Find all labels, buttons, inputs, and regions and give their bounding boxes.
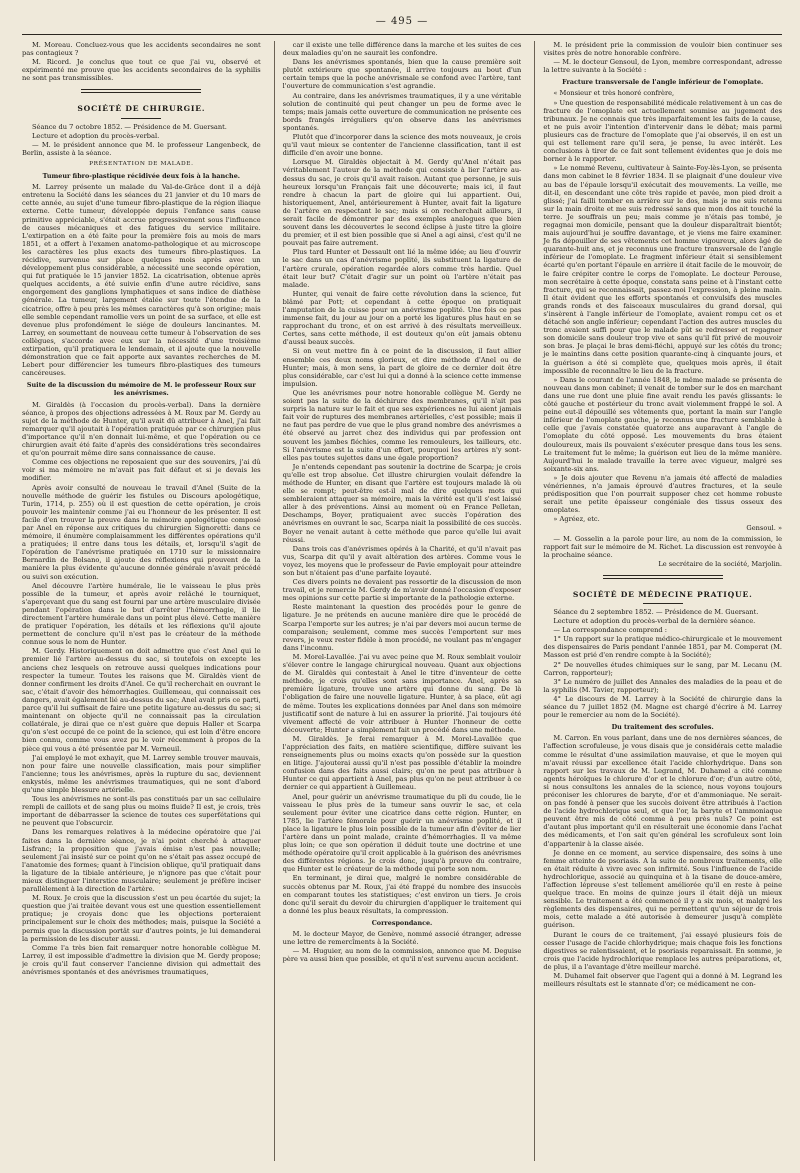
column-2 [274, 41, 522, 1161]
paragraph: » Le nommé Revenu, cultivateur à Sainte-Foy-lès-Lyon, se présenta dans mon cabinet le 8 février 1834. Il se plaignait d'une douleur vive au bas de l'épaule lorsqu'il exécutait des mouvements. La veille, me dit-il, en descendant une côte très rapide et pavée, mon pied droit a glissé; j'ai failli tomber en arrière sur le dos, mais je me suis retenu sur la main droite et me suis redressé sans que mon dos ait touché la terre. Je souffrais un peu; mais comme je n'étais pas tombé, je regagnai mon domicile, pensant que la douleur disparaîtrait bientôt; mais aujourd'hui je souffre davantage, et je viens me faire examiner. Je fis dépouiller de ses vêtements cet homme vigoureux, alors âgé de quarante-huit ans, et je reconnus une fracture transversale de l'angle inférieur de l'omoplate. Le fragment inférieur était si sensiblement écarté qu'en portant l'épaule en arrière il était facile de le mouvoir, de le faire crépiter contre le corps de l'omoplate. Le docteur Perouse, mon secrétaire à cette époque, constata sans peine et à l'instant cette fracture, qui se reconnaissait, passez-moi l'expression, à pleine main. Il était évident que les efforts spontanés et convulsifs des muscles grands ronds et des faisceaux musculaires du grand dorsal, qui s'insèrent à l'angle inférieur de l'omoplate, avaient rompu cet os et détaché son angle inférieur; cependant l'action des autres muscles du tronc avaient suffi pour que le malade pût se redresser et regagner son domicile sans douleur trop vive et sans qu'il fût privé de mouvoir son bras. Je plaçai le bras demi-fléchi, appuyé sur les côtés du tronc; je le maintins dans cette position quarante-cinq à cinquante jours, et la guérison a été si complète que, quelques mois après, il était impossible de reconnaître le lieu de la fracture. [543, 164, 783, 375]
paragraph: Que les anévrismes pour notre honorable collègue M. Gerdy ne soient pas la suite de la déchirure des membranes, qu'il n'ait pas surpris la nature sur le fait et que ses expériences ne lui aient jamais fait voir de ruptures des membranes artérielles, c'est possible; mais il ne faut pas perdre de vue que le plus grand nombre des anévrismes a été observé au jarret chez des individus qui par profession ont souvent les jambes fléchies, comme les remouleurs, les tailleurs, etc. Si l'anévrisme est la suite d'un effort, pourquoi les artères n'y sont-elles pas toutes sujettes dans une égale proportion? [282, 388, 522, 462]
paragraph: 1° Un rapport sur la pratique médico-chirurgicale et le mouvement des dispensaires de Paris pendant l'année 1851, par M. Comperat (M. Masson est prié d'en rendre compte à la Société); [543, 635, 783, 660]
paragraph: M. Morel-Lavallée. J'ai vu avec peine que M. Roux semblait vouloir s'élever contre le langage chirurgical nouveau. Quant aux objections de M. Giraldès qui contestait à Anel le titre d'inventeur de cette méthode, je crois qu'elles sont sans importance. Anel, après sa première ligature, trouve une artère qui donne du sang. De là l'obligation de faire une nouvelle ligature. Hunter, à sa place, eût agi de même. Toutes les explications données par Anel dans son mémoire justificatif sont de nature à lui en assurer la priorité. J'ai toujours été vivement affecté de voir attribuer à Hunter l'honneur de cette découverte; Hunter a simplement fait un procédé dans une méthode. [282, 652, 522, 734]
paragraph: — M. le docteur Gensoul, de Lyon, membre correspondant, adresse la lettre suivante à la Société : [543, 58, 783, 75]
paragraph: Séance du 7 octobre 1852. — Présidence de M. Guersant. [32, 122, 227, 131]
signature: Gensoul. » [746, 524, 783, 533]
paragraph: 3° Le numéro de juillet des Annales des maladies de la peau et de la syphilis (M. Tavier, rapporteur); [543, 677, 783, 694]
paragraph: Reste maintenant la question des procédés pour le genre de ligature. Je ne prétends en aucune manière dire que le procédé de Scarpa l'emporte sur les autres; je n'ai par devers moi aucun terme de comparaison; seulement, comme mes succès l'emportent sur mes revers, je veux rester fidèle à mon procédé, ne voulant pas m'engager dans l'inconnu. [282, 603, 522, 652]
paragraph: Lecture et adoption du procès-verbal de la dernière séance. [553, 617, 756, 626]
paragraph: » Dans le courant de l'année 1848, le même malade se présenta de nouveau dans mon cabinet; il venait de tomber sur le dos en marchant dans une rue dont une pluie fine avait rendu les pavés glissants: le côté gauche et postérieur du tronc avait violemment frappé le sol. A peine eut-il dépouillé ses vêtements que, portant la main sur l'angle inférieur de l'omoplate gauche, je reconnus une fracture semblable à celle que j'avais constatée quatorze ans auparavant à l'angle de l'omoplate du côté opposé. Les mouvements du bras étaient douloureux, mais ils pouvaient s'exécuter presque dans tous les sens. Le traitement fut le même; la guérison eut lieu de la même manière. Aujourd'hui le malade travaille la terre avec vigueur, malgré ses soixante-six ans. [543, 375, 783, 473]
text-columns [22, 41, 782, 1161]
header-rule [22, 34, 782, 35]
paragraph: Plus tard Hunter et Dessault ont lié la même idée; au lieu d'ouvrir le sac dans un cas d'anévrisme poplité, ils substituent la ligature de l'artère crurale, opération regardée alors comme très hardie. Quel était leur but? C'était d'agir sur un point où l'artère n'était pas malade. [282, 248, 522, 289]
subheading: Correspondance. [371, 918, 433, 927]
paragraph: » Agréez, etc. [553, 515, 600, 524]
paragraph: Anel, pour guérir un anévrisme traumatique du pli du coude, lie le vaisseau le plus près de la tumeur sans ouvrir le sac, et cela seulement pour éviter une cicatrice dans cette région. Hunter, en 1785, lie l'artère fémorale pour guérir un anévrisme poplité, et il place la ligature le plus loin possible de la tumeur afin d'éviter de lier l'artère dans un point malade, crainte d'hémorrhagies. Il va même plus loin; ce que son opération il déduit toute une doctrine et une méthode opératoire qu'il croit applicable à la guérison des anévrismes des différentes régions. Je crois donc, jusqu'à preuve du contraire, que Hunter est le créateur de la méthode qui porte son nom. [282, 792, 522, 874]
paragraph: Comme ces objections ne reposaient que sur des souvenirs, j'ai dû voir si ma mémoire ne m'avait pas fait défaut et si je devais les modifier. [22, 458, 261, 483]
column-1 [22, 41, 261, 1161]
column-3 [534, 41, 782, 1161]
section-rule [81, 89, 201, 93]
paragraph: Lorsque M. Giraldès objectait à M. Gerdy qu'Anel n'était pas véritablement l'auteur de la méthode qui consiste à lier l'artère au-dessus du sac, je crois qu'il avait raison. Autant que personne, je suis heureux lorsqu'un Français fait une découverte; mais ici, il faut rendre à chacun la part de gloire qui lui appartient. Oui, historiquement, Anel, antérieurement à Hunter, avait fait la ligature de l'artère en respectant le sac; mais si on recherchait ailleurs, il serait facile de démontrer par des exemples analogues que bien souvent dans les découvertes le second éclipse à juste titre la gloire du premier, et il est bien possible que si Anel a agi ainsi, c'est qu'il ne pouvait pas faire autrement. [282, 158, 522, 248]
paragraph: Dans les remarques relatives à la médecine opératoire que j'ai faites dans la dernière séance, je n'ai point cherché à attaquer Lisfranc; la proposition que j'avais émise n'est pas nouvelle; seulement j'ai insisté sur ce point qu'on ne s'était pas assez occupé de l'anatomie des formes; quant à l'incision oblique, qu'il pratiquait dans la ligature de la tibiale antérieure, je n'ignore pas que c'était pour mieux distinguer l'interstice musculaire; seulement je préfère inciser parallèlement à la direction de l'artère. [22, 828, 261, 894]
paragraph: Dans trois cas d'anévrismes opérés à la Charité, et qu'il n'avait pas vus, Scarpa dit qu'il y avait altération des artères. Comme vous le voyez, les moyens que le professeur de Pavie employait pour atteindre son but n'étaient pas d'une parfaite loyauté. [282, 544, 522, 577]
paragraph: Ces divers points ne devaient pas ressortir de la discussion de mon travail, et je remercie M. Gerdy de m'avoir donné l'occasion d'exposer mes opinions sur cette partie si importante de la pathologie externe. [282, 578, 522, 603]
paragraph: M. le docteur Mayor, de Genève, nommé associé étranger, adresse une lettre de remercîments à la Société. [282, 930, 522, 947]
paragraph: Séance du 2 septembre 1852. — Présidence de M. Guersant. [553, 608, 759, 616]
paragraph: En terminant, je dirai que, malgré le nombre considérable de succès obtenus par M. Roux, j'ai été frappé du nombre des insuccès en comparant toutes les statistiques; c'est environ un tiers. Je crois donc qu'il serait du devoir du chirurgien d'appliquer le traitement qui a donné les plus beaux résultats, la compression. [282, 874, 522, 915]
paragraph: Dans les anévrismes spontanés, bien que la cause première soit plutôt extérieure que spontanée, il arrive toujours au bout d'un certain temps que la poche anévrismale se confond avec l'artère, tant l'ouverture de communication s'est agrandie. [282, 58, 522, 91]
paragraph: M. Giraldès (à l'occasion du procès-verbal). Dans la dernière séance, à propos des objections adressées à M. Roux par M. Gerdy au sujet de la méthode de Hunter, qu'il avait dû attribuer à Anel, j'ai fait remarquer qu'il ajoutait à l'opération pratiquée par ce chirurgien plus d'importance qu'il n'en donnait lui-même, et que l'opération ou ce chirurgien avait été faite d'après des considérations très secondaires et qu'on pourrait même dire sans connaissance de cause. [22, 400, 261, 458]
paragraph: Tous les anévrismes ne sont-ils pas constitués par un sac cellulaire rempli de caillots et de sang plus ou moins fluide? Il est, je crois, très important de débarrasser la science de toutes ces superfétations qui ne peuvent que l'obscurcir. [22, 795, 261, 828]
paragraph: M. Duhamel fait observer que l'agent qui a donné à M. Legrand les meilleurs résultats est le stannate d'or; ce médicament ne con- [543, 972, 783, 989]
page-number: — 495 — [375, 16, 429, 27]
paragraph: Je donne en ce moment, au service dispensaire, des soins à une femme atteinte de psoriasis. A la suite de nombreux traitements, elle en était réduite à vivre avec son infirmité. Sous l'influence de l'acide hydrochlorique, associé au quinquina et à la tisane de douce-amère, l'affection lépreuse s'est tellement améliorée qu'il en reste à peine quelque trace. En moins de quinze jours il était déjà un mieux sensible. Le traitement a été commencé il y a six mois, et malgré les règlements des dispensaires, qui ne permettent qu'un séjour de trois mois, cette malade a été autorisée à demeurer jusqu'à complète guérison. [543, 848, 783, 930]
paragraph: — La correspondance comprend : [553, 626, 667, 635]
paragraph: « Monsieur et très honoré confrère, [553, 89, 675, 98]
paragraph: Anel découvre l'artère humérale, lie le vaisseau le plus près possible de la tumeur, et après avoir relâché le tourniquet, s'aperçevant que du sang est fourni par une artère musculaire divisée pendant l'opération dans le but d'arrêter l'hémorrhagie, il lie directement l'artère humérale dans un point plus élevé. Cette manière de pratiquer l'opération, les détails et les réflexions qu'il ajoute permettent de conclure qu'il n'est pas le créateur de la méthode connue sous le nom de Hunter. [22, 581, 261, 647]
subheading: Du traitement des scrofules. [611, 723, 714, 732]
paragraph: J'ai employé le mot exhayit, que M. Larrey semble trouver mauvais, non pour faire une nouvelle classification, mais pour simplifier l'ancienne; tous les anévrismes, après la rupture du sac, deviennent enkystés, même les anévrismes traumatiques, qui ne sont d'abord qu'une simple blessure artérielle. [22, 753, 261, 794]
subheading: Tumeur fibro-plastique récidivée deux fois à la hanche. [42, 172, 240, 181]
paragraph: M. Ricord. Je conclus que tout ce que j'ai vu, observé et expérimenté me prouve que les accidents secondaires de la syphilis ne sont pas transmissibles. [22, 58, 261, 83]
paragraph: — M. Huguier, au nom de la commission, annonce que M. Deguise père va aussi bien que possible, et qu'il n'est survenu aucun accident. [282, 947, 522, 964]
paragraph: — M. le président annonce que M. le professeur Langenbeck, de Berlin, assiste à la séance. [22, 140, 261, 157]
signature: Le secrétaire de la société, Marjolin. [658, 559, 783, 568]
subheading: Fracture transversale de l'angle inférieur de l'omoplate. [562, 78, 764, 87]
section-heading: SOCIÉTÉ DE MÉDECINE PRATIQUE. [572, 589, 753, 599]
paragraph: Je n'entends cependant pas soutenir la doctrine de Scarpa; je crois qu'elle est trop absolue. Cet illustre chirurgien voulait défendre la méthode de Hunter, en disant que l'artère est toujours malade là où elle se rompt; peut-être est-il mal de dire quelques mots qui sembleraient attaquer sa mémoire, mais la vérité est qu'il s'est laissé aller à des préventions. Ainsi au moment où en France Pelletan, Deschamps, Boyer, pratiquaient avec succès l'opération des anévrismes en ouvrant le sac, Scarpa niait la possibilité de ces succès. Boyer ne venait autant à cette méthode que parce qu'elle lui avait réussi. [282, 462, 522, 544]
paragraph: 4° Le discours de M. Larrey à la Société de chirurgie dans la séance du 7 juillet 1852 (M. Magne est chargé d'écrire à M. Larrey pour le remercier au nom de la Société). [543, 694, 783, 720]
paragraph: — M. Gosselin a la parole pour lire, au nom de la commission, le rapport fait sur le mémoire de M. Richet. La discussion est renvoyée à la prochaine séance. [543, 534, 783, 559]
paragraph: Durant le cours de ce traitement, j'ai essayé plusieurs fois de cesser l'usage de l'acide chlorhydrique; mais chaque fois les fonctions digestives se ralentissaient, et le psoriasis reparaissait. En somme, je crois que l'acide hydrochlorique remplace les autres préparations, et, de plus, il a l'avantage d'être meilleur marché. [543, 930, 783, 971]
paragraph: M. Giraldès. Je ferai remarquer à M. Morel-Lavallée que l'appréciation des faits, en matière scientifique, diffère suivant les renseignements plus ou moins exacts qu'on possède sur la question en litige. J'ajouterai aussi qu'il n'est pas possible d'établir la moindre confusion dans des faits aussi clairs; qu'on ne peut pas attribuer à Hunter ce qui appartient à Anel, pas plus qu'on ne peut attribuer à ce dernier ce qui appartient à Guillemeau. [282, 734, 522, 792]
paragraph: Plutôt que d'incorporer dans la science des mots nouveaux, je crois qu'il vaut mieux se contenter de l'ancienne classification, tant il est difficile d'en avoir une bonne. [282, 133, 522, 158]
divider [643, 603, 683, 604]
paragraph: car il existe une telle différence dans la marche et les suites de ces deux maladies qu'on ne saurait les confondre. [282, 41, 522, 58]
divider [121, 118, 161, 119]
paragraph: » Une question de responsabilité médicale relativement à un cas de fracture de l'omoplate est actuellement soumise au jugement des tribunaux. Je ne connais que très imparfaitement les faits de la cause, et ne puis avoir l'intention d'intervenir dans le débat; mais parmi plusieurs cas de fracture de l'omoplate que j'ai observés, il en est un qui est tellement rare qu'il sera, je pense, lu avec intérêt. Les conclusions à tirer de ce fait sont tellement évidentes que je dois me borner à le rapporter. [543, 98, 783, 164]
section-heading: SOCIÉTÉ DE CHIRURGIE. [77, 104, 206, 114]
paragraph: M. Carron. En vous parlant, dans une de nos dernières séances, de l'affection scrofuleuse, je vous disais que je considérais cette maladie comme le résultat d'une assimilation mauvaise, et que le moyen qui m'avait réussi par excellence était l'acide chlorhydrique. Dans son rapport sur les travaux de M. Legrand, M. Duhamel a cité comme agents héroïques le chlorure d'or et le chlorure d'or; d'un autre côté, si nous consultons les annales de la science, nous voyons toujours préconiser les chlorures de baryte, d'or et d'ammoniaque. Ne serait-on pas fondé à penser que les succès doivent être attribués à l'action de l'acide hydrochlorique seul, et que l'or, la baryte et l'ammoniaque peuvent être mis de côté comme à peu près nuls? Ce point est d'autant plus important qu'il en résulterait une économie dans l'achat des médicaments, et l'on sait qu'en général les scrofuleux sont loin d'appartenir à la classe aisée. [543, 734, 783, 848]
paragraph: Hunter, qui venait de faire cette révolution dans la science, fut blâmé par Pott; et cependant à cette époque on pratiquait l'amputation de la cuisse pour un anévrisme poplité. Une fois ce pas immense fait, du jour au jour on a porté les ligatures plus haut en se rapprochant du tronc, et on est arrivé à des résultats merveilleux. Certes, sans cette méthode, il est douteux qu'on eût jamais obtenu d'aussi beaux succès. [282, 289, 522, 347]
paragraph: Si on veut mettre fin à ce point de la discussion, il faut allier ensemble ces deux noms glorieux, et dire méthode d'Anel ou de Hunter; mais, à mon sens, la part de gloire de ce dernier doit être plus considérable, car c'est lui qui a donné à la science cette immense impulsion. [282, 347, 522, 388]
paragraph: Comme l'a très bien fait remarquer notre honorable collègue M. Larrey, il est impossible d'admettre la division que M. Gerdy propose; je crois qu'il faut conserver l'ancienne division qui admettait des anévrismes spontanés et des anévrismes traumatiques, [22, 943, 261, 977]
subheading: Suite de la discussion du mémoire de M. le professeur Roux sur les anévrismes. [26, 381, 256, 398]
paragraph: M. Gerdy. Historiquement on doit admettre que c'est Anel qui le premier lié l'artère au-dessus du sac, si toutefois on excepte les anciens chez lesquels on retrouve aussi quelques indications pour respecter la tumeur. Toutes les raisons que M. Giraldès vient de donner confirment les droits d'Anel. Ce qu'il recherchait en ouvrant le sac, c'était d'avoir des hémorrhagies. Guillemeau, qui connaissait ces dangers, avait également lié au-dessus du sac; Anel avait pris ce parti, parce qu'il lui suffisait de faire une petite ligature au-dessus du sac; si maintenant on objecte qu'il ne connaissait pas la circulation collatérale, je dirai que ce n'est guère que depuis Haller et Scarpa qu'on s'est occupé de ce point de la science, qui est loin d'être encore bien connu, comme vous avez pu le voir récemment à propos de la pièce qui vous a été présentée par M. Verneuil. [22, 647, 261, 753]
paragraph: Après avoir consulté de nouveau le travail d'Anel (Suite de la nouvelle méthode de guérir les fistules ou Discours apologétique, Turin, 1714, p. 255) où il est question de cette opération, je crois pouvoir les maintenir comme j'ai eu l'honneur de les présenter. Il est facile d'en trouver la preuve dans le mémoire apologétique composé par Anel en réponse aux critiques du chirurgien Signoretti: dans ce mémoire, il énumère complaisamment les différentes opérations qu'il a pratiquées; il entre dans tous les détails, et, lorsqu'il s'agit de l'opération de l'anévrisme pratiquée en 1710 sur le missionnaire Bernardin de Bolsano, il ajoute des réflexions qui prouvent de la manière la plus évidente qu'aucune donnée générale n'avait précédé ou suivi son exécution. [22, 483, 261, 581]
paragraph: » Je dois ajouter que Revenu n'a jamais été affecté de maladies vénériennes, n'a jamais éprouvé d'autres fractures, et la seule prédisposition que l'on pourrait supposer chez cet homme robuste serait une petite épaisseur congéniale des tissus osseux des omoplates. [543, 473, 783, 515]
paragraph: M. Moreau. Concluez-vous que les accidents secondaires ne sont pas contagieux ? [22, 41, 261, 58]
subheading: PRÉSENTATION DE MALADE. [89, 160, 194, 167]
paragraph: M. Larrey présente un malade du Val-de-Grâce dont il a déjà entretenu la Société dans les séances du 21 janvier et du 10 mars de cette année, au sujet d'une tumeur fibro-plastique de la région iliaque externe. Cette tumeur, développée depuis l'enfance sans cause primitive appréciable, s'était accrue progressivement sous l'influence de causes mécaniques et des fatigues du service militaire. L'extirpation en a été faite pour la première fois au mois de mars 1851, et a offert à l'examen anatomo-pathologique et au microscope les caractères les plus exacts des tumeurs fibro-plastiques. La récidive, survenue sur place quelques mois après avec un développement plus considérable, a nécessité une seconde opération, qui fut pratiquée le 15 janvier 1852. La cicatrisation, obtenue après quelques accidents, a été suivie enfin d'une autre récidive, sans engorgement des ganglions lymphatiques et sans indice de diathèse générale. La tumeur, largement étalée sur toute l'étendue de la cicatrice, offre à peu près les mêmes caractères qu'à son origine; mais elle semble cependant ramollie vers un point de sa surface, et elle est devenue plus profondément le siége de douleurs lancinantes. M. Larrey, en soumettant de nouveau cette tumeur à l'observation de ses collègues, s'accorde avec eux sur la nécessité d'une troisième extirpation, qu'il pratiquera le lendemain, et il ajoute que la nouvelle démonstration que ce fait apporte aux savantes recherches de M. Lebert pour différencier les tumeurs fibro-plastiques des tumeurs cancéreuses. [22, 183, 261, 378]
paragraph: 2° De nouvelles études chimiques sur le sang, par M. Lecanu (M. Carron, rapporteur); [543, 660, 783, 677]
paragraph: Lecture et adoption du procès-verbal. [32, 131, 160, 140]
paragraph: Au contraire, dans les anévrismes traumatiques, il y a une véritable solution de continuité qui peut changer un peu de forme avec le temps; mais jamais cette ouverture de communication ne présente ces bords frangés irréguliers qu'on observe dans les anévrismes spontanés. [282, 91, 522, 132]
section-rule [603, 575, 723, 579]
paragraph: M. le président prie la commission de vouloir bien continuer ses visites près de notre honorable confrère. [543, 41, 783, 58]
page-header [22, 14, 782, 30]
paragraph: M. Roux. Je crois que la discussion s'est un peu écartée du sujet; la question que j'ai traitée devant vous est une question essentiellement pratique; je croyais donc que les objections porteraient principalement sur le choix des méthodes; mais, puisque la Société a permis que la discussion portât sur d'autres points, je lui demanderai la permission de les discuter aussi. [22, 894, 261, 943]
